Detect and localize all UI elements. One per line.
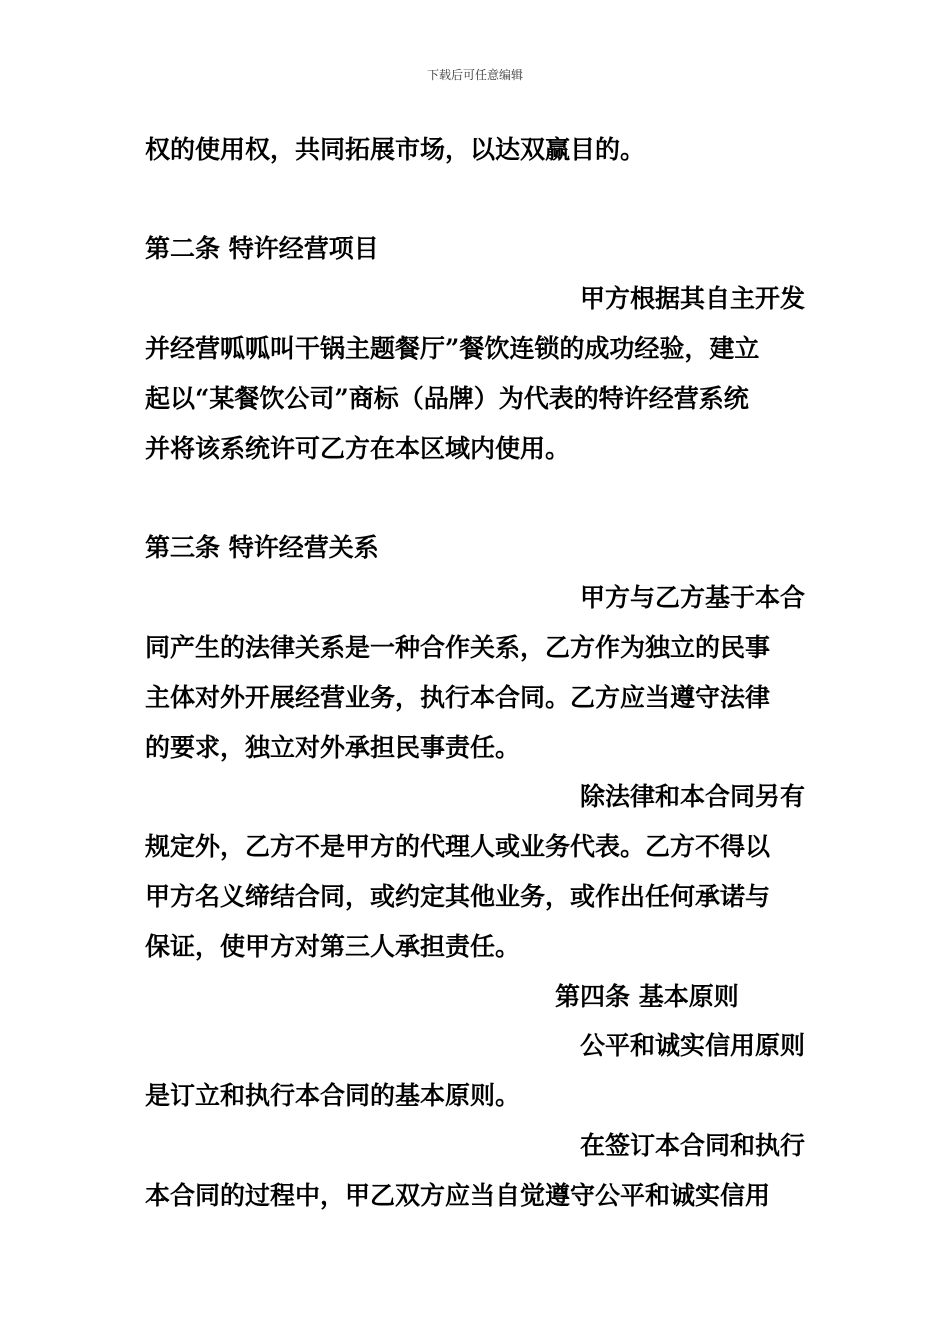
text-line: 本合同的过程中，甲乙双方应当自觉遵守公平和诚实信用 (145, 1181, 771, 1210)
text-line: 甲方与乙方基于本合 (579, 583, 805, 612)
text-line: 是订立和执行本合同的基本原则。 (145, 1081, 521, 1110)
text-line: 的要求，独立对外承担民事责任。 (145, 733, 521, 762)
text-line: 权的使用权，共同拓展市场，以达双赢目的。 (145, 135, 646, 164)
text-line: 并经营呱呱叫干锅主题餐厅”餐饮连锁的成功经验，建立 (145, 334, 760, 363)
text-line: 除法律和本合同另有 (579, 782, 805, 811)
article-heading: 第二条 特许经营项目 (145, 234, 379, 263)
text-line: 甲方名义缔结合同，或约定其他业务，或作出任何承诺与 (145, 882, 771, 911)
text-line: 规定外，乙方不是甲方的代理人或业务代表。乙方不得以 (145, 832, 771, 861)
text-line: 并将该系统许可乙方在本区域内使用。 (145, 434, 571, 463)
article-heading: 第三条 特许经营关系 (145, 533, 379, 562)
text-line: 在签订本合同和执行 (579, 1131, 805, 1160)
text-line: 主体对外开展经营业务，执行本合同。乙方应当遵守法律 (145, 683, 771, 712)
text-line: 公平和诚实信用原则 (579, 1031, 805, 1060)
text-line: 甲方根据其自主开发 (579, 284, 805, 313)
page-header: 下载后可任意编辑 (426, 68, 523, 82)
text-line: 同产生的法律关系是一种合作关系，乙方作为独立的民事 (145, 633, 771, 662)
text-line: 起以“某餐饮公司”商标（品牌）为代表的特许经营系统 (145, 384, 749, 413)
text-line: 保证，使甲方对第三人承担责任。 (145, 932, 521, 961)
article-heading: 第四条 基本原则 (555, 982, 739, 1011)
